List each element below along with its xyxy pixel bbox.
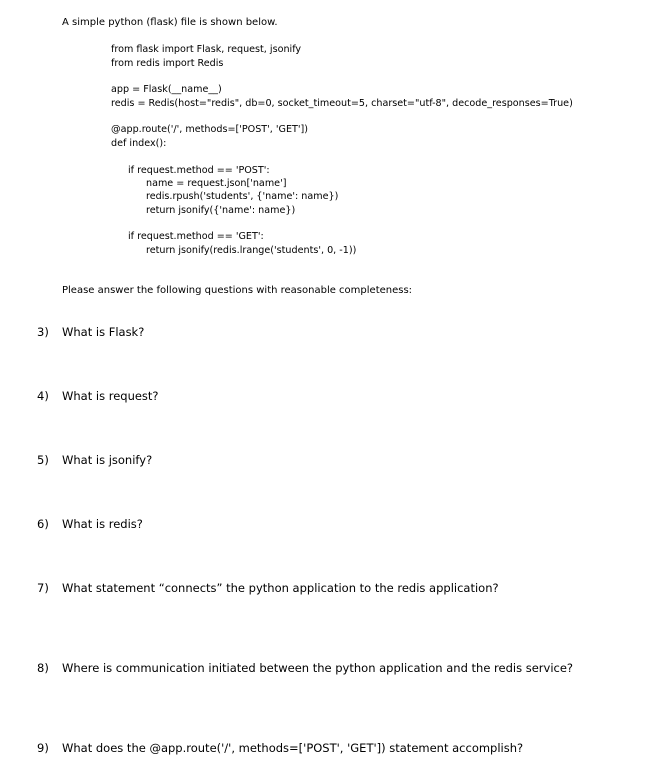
code-line: if request.method == 'POST': bbox=[128, 165, 270, 176]
code-line: app = Flask(__name__) bbox=[111, 84, 222, 95]
code-line: from redis import Redis bbox=[111, 58, 224, 69]
code-line: return jsonify(redis.lrange('students', 0, -1)) bbox=[146, 245, 357, 256]
question-text: Where is communication initiated between the python application and the redis service? bbox=[62, 661, 574, 675]
instructions-text: Please answer the following questions with reasonable completeness: bbox=[62, 285, 413, 296]
code-line: @app.route('/', methods=['POST', 'GET']) bbox=[111, 124, 309, 135]
question-text: What is jsonify? bbox=[62, 453, 153, 467]
code-line: redis = Redis(host="redis", db=0, socket_timeout=5, charset="utf-8", decode_responses=True) bbox=[111, 98, 573, 109]
question-number: 3) bbox=[37, 325, 49, 339]
question-text: What is redis? bbox=[62, 517, 143, 531]
question-text: What is Flask? bbox=[62, 325, 145, 339]
question-number: 9) bbox=[37, 741, 49, 755]
code-line: name = request.json['name'] bbox=[146, 178, 287, 189]
question-number: 5) bbox=[37, 453, 49, 467]
question-text: What statement “connects” the python application to the redis application? bbox=[62, 581, 499, 595]
code-line: redis.rpush('students', {'name': name}) bbox=[146, 191, 339, 202]
question-number: 6) bbox=[37, 517, 49, 531]
code-line: return jsonify({'name': name}) bbox=[146, 205, 296, 216]
code-line: if request.method == 'GET': bbox=[128, 231, 264, 242]
intro-text: A simple python (flask) file is shown below. bbox=[62, 17, 278, 28]
question-number: 7) bbox=[37, 581, 49, 595]
question-text: What is request? bbox=[62, 389, 159, 403]
question-number: 8) bbox=[37, 661, 49, 675]
question-number: 4) bbox=[37, 389, 49, 403]
code-line: def index(): bbox=[111, 138, 167, 149]
code-line: from flask import Flask, request, jsonify bbox=[111, 44, 302, 55]
question-text: What does the @app.route('/', methods=['POST', 'GET']) statement accomplish? bbox=[62, 741, 524, 755]
